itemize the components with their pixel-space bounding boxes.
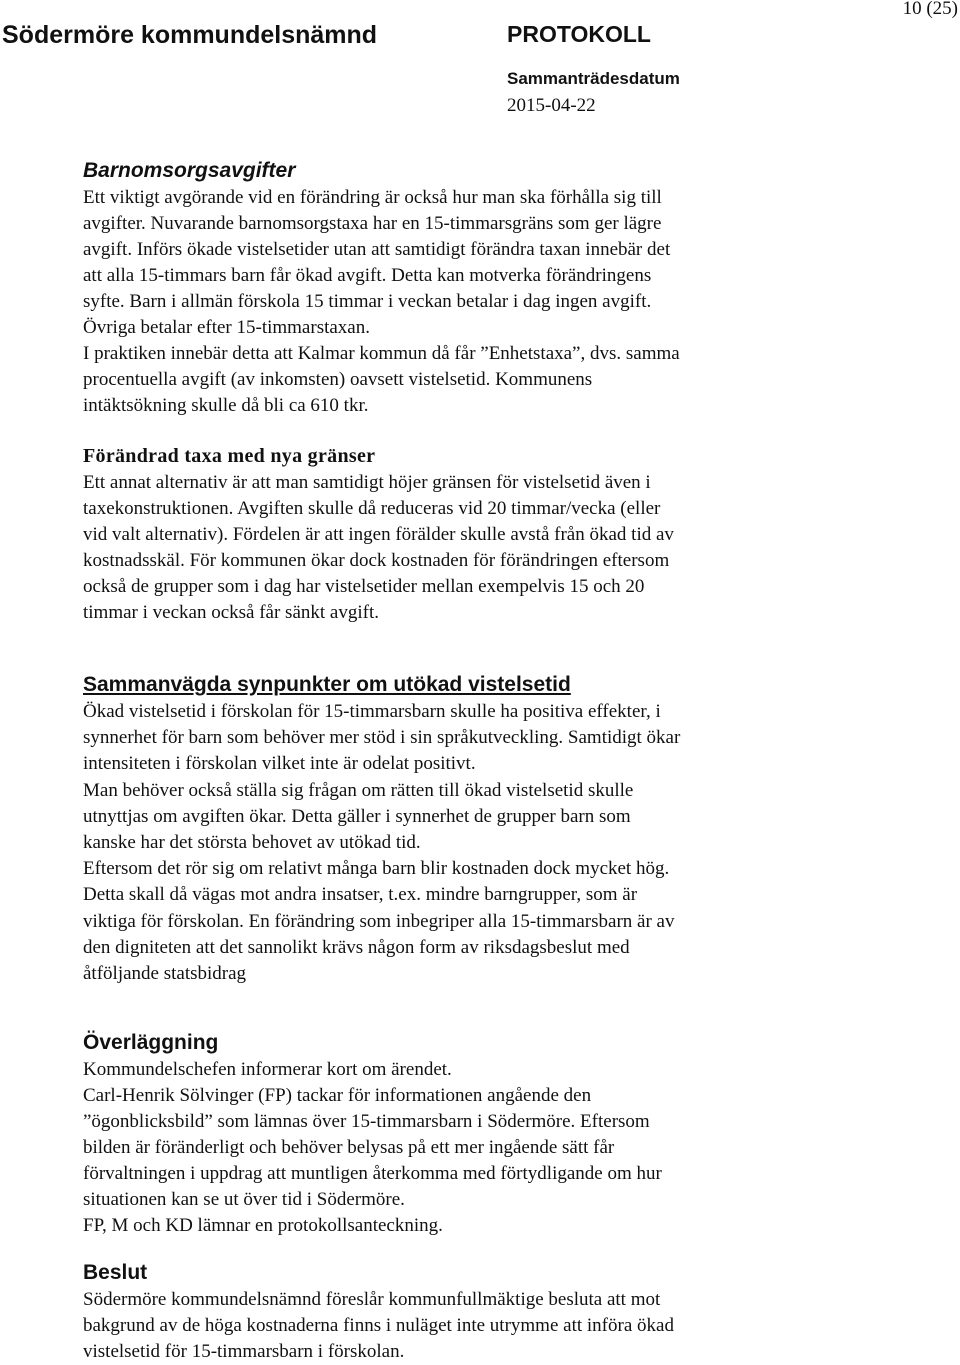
text-line: Kommundelschefen informerar kort om ärendet. (83, 1059, 452, 1080)
section-heading: Överläggning (83, 1031, 219, 1054)
text-line: vid valt alternativ). Fördelen är att ingen förälder skulle avstå från ökad tid av (83, 524, 674, 545)
text-line: kanske har det största behovet av utökad tid. (83, 832, 421, 854)
text-line: Ett viktigt avgörande vid en förändring är också hur man ska förhålla sig till (83, 187, 662, 208)
text-line: bakgrund av de höga kostnaderna finns i nuläget inte utrymme att införa ökad (83, 1315, 674, 1336)
document-type: PROTOKOLL (507, 21, 651, 47)
section-heading: Förändrad taxa med nya gränser (83, 445, 376, 467)
text-line: Övriga betalar efter 15-timmarstaxan. (83, 317, 370, 338)
text-line: Detta skall då vägas mot andra insatser, t.ex. mindre barngrupper, som är (83, 884, 638, 906)
text-line: Ett annat alternativ är att man samtidigt höjer gränsen för vistelsetid även i (83, 472, 651, 493)
text-line: taxekonstruktionen. Avgiften skulle då reduceras vid 20 timmar/vecka (eller (83, 498, 661, 519)
text-line: ”ögonblicksbild” som lämnas över 15-timmarsbarn i Södermöre. Eftersom (83, 1111, 650, 1132)
section-beslut (83, 1259, 955, 1365)
text-line: Man behöver också ställa sig frågan om rätten till ökad vistelsetid skulle (83, 779, 634, 801)
text-line: kostnadsskäl. För kommunen ökar dock kostnaden för förändringen eftersom (83, 550, 670, 571)
text-line: den digniteten att det sannolikt krävs någon form av riksdagsbeslut med (83, 936, 630, 958)
text-line: avgift. Införs ökade vistelsetider utan att samtidigt förändra taxan innebär det (83, 239, 671, 260)
text-line: Eftersom det rör sig om relativt många barn blir kostnaden dock mycket hög. (83, 858, 670, 880)
section-body (83, 1287, 955, 1365)
section-heading: Beslut (83, 1261, 148, 1284)
text-line: synnerhet för barn som behöver mer stöd i sin språkutveckling. Samtidigt ökar (83, 727, 681, 749)
text-line: utnyttjas om avgiften ökar. Detta gäller i synnerhet de grupper barn som (83, 805, 631, 827)
text-line: syfte. Barn i allmän förskola 15 timmar i veckan betalar i dag ingen avgift. (83, 291, 652, 312)
section-body (83, 185, 955, 419)
section-body (83, 470, 955, 626)
text-line: Södermöre kommundelsnämnd föreslår kommunfullmäktige besluta att mot (83, 1289, 661, 1310)
text-line: I praktiken innebär detta att Kalmar kommun då får ”Enhetstaxa”, dvs. samma (83, 343, 680, 364)
text-line: att alla 15-timmars barn får ökad avgift. Detta kan motverka förändringens (83, 265, 652, 286)
section-body (83, 699, 955, 987)
text-line: avgifter. Nuvarande barnomsorgstaxa har en 15-timmarsgräns som ger lägre (83, 213, 662, 234)
section-sammanvagda-synpunkter (83, 671, 955, 987)
text-line: FP, M och KD lämnar en protokollsanteckning. (83, 1215, 443, 1236)
text-line: åtföljande statsbidrag (83, 963, 247, 985)
text-line: också de grupper som i dag har vistelsetider mellan exempelvis 15 och 20 (83, 576, 645, 597)
section-body (83, 1057, 955, 1239)
text-line: vistelsetid för 15-timmarsbarn i förskolan. (83, 1341, 405, 1362)
text-line: procentuella avgift (av inkomsten) oavsett vistelsetid. Kommunens (83, 369, 593, 390)
page-number: 10 (25) (902, 0, 958, 19)
text-line: timmar i veckan också får sänkt avgift. (83, 602, 379, 623)
text-line: Ökad vistelsetid i förskolan för 15-timmarsbarn skulle ha positiva effekter, i (83, 701, 661, 722)
meeting-date-value: 2015-04-22 (507, 95, 596, 116)
text-line: viktiga för förskolan. En förändring som inbegriper alla 15-timmarsbarn är av (83, 910, 675, 932)
text-line: Carl-Henrik Sölvinger (FP) tackar för informationen angående den (83, 1085, 592, 1106)
section-heading: Barnomsorgsavgifter (83, 159, 296, 182)
text-line: bilden är föränderligt och behöver belysas på ett mer ingående sätt får (83, 1137, 615, 1158)
meeting-date-label: Sammanträdesdatum (507, 69, 680, 88)
section-overlaggning (83, 1029, 955, 1239)
section-barnomsorgsavgifter (83, 157, 955, 419)
organization-name: Södermöre kommundelsnämnd (2, 21, 378, 49)
text-line: intensiteten i förskolan vilket inte är odelat positivt. (83, 753, 476, 775)
text-line: intäktsökning skulle då bli ca 610 tkr. (83, 395, 369, 416)
text-line: förvaltningen i uppdrag att muntligen återkomma med förtydligande om hur (83, 1163, 662, 1184)
section-forandrad-taxa (83, 442, 955, 626)
text-line: situationen kan se ut över tid i Södermöre. (83, 1189, 405, 1210)
section-heading: Sammanvägda synpunkter om utökad vistelsetid (83, 673, 571, 696)
